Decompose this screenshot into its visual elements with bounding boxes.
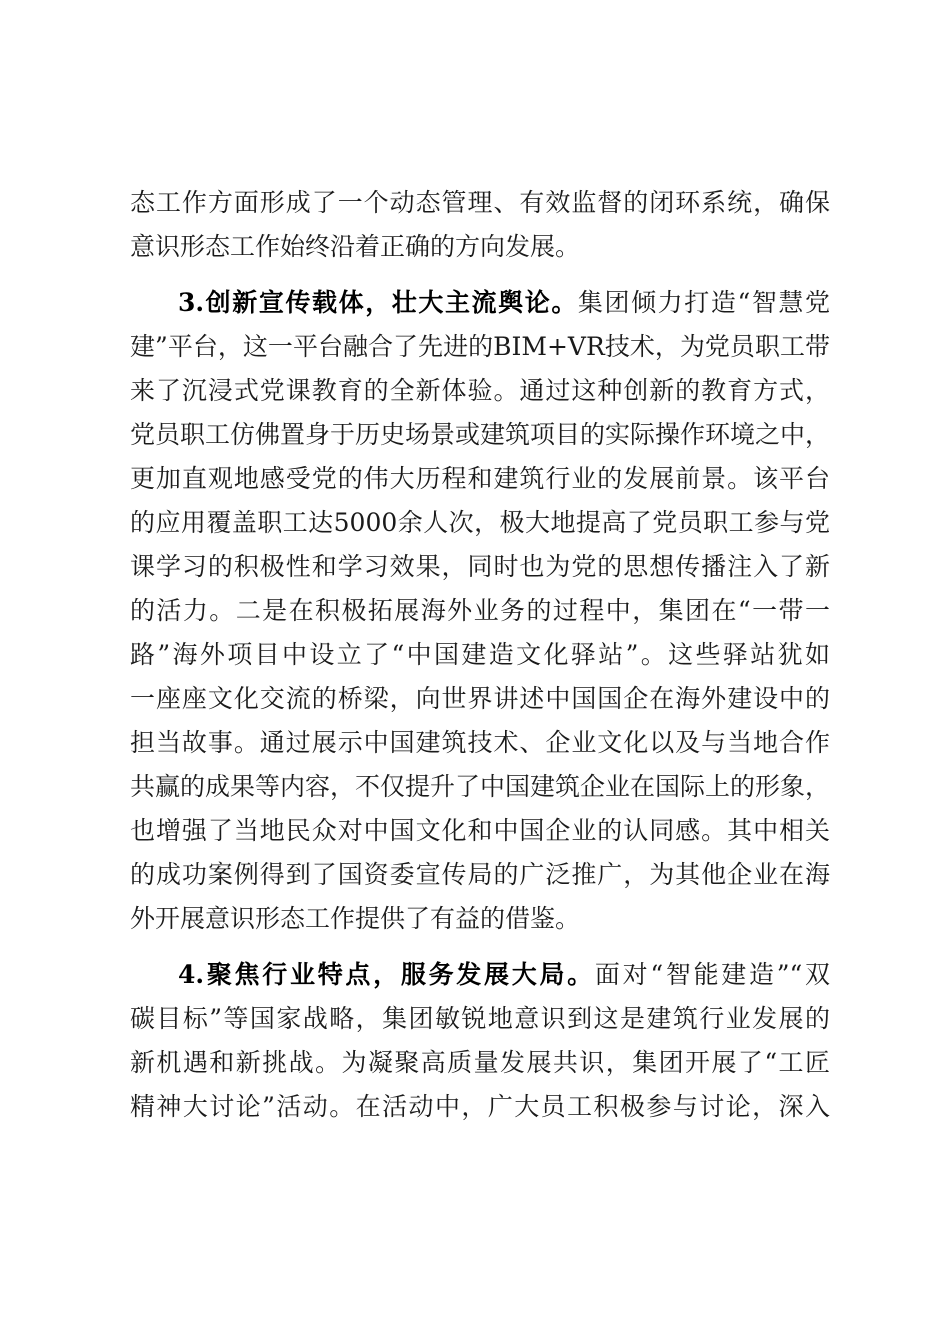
text-line: 路”海外项目中设立了“中国建造文化驿站”。这些驿站犹如 bbox=[130, 640, 830, 669]
text-fragment: 面对“智能建造”“双 bbox=[594, 960, 831, 989]
text-line: 也增强了当地民众对中国文化和中国企业的认同感。其中相关 bbox=[130, 816, 830, 845]
text-line: 担当故事。通过展示中国建筑技术、企业文化以及与当地合作 bbox=[130, 728, 830, 757]
text-line: 更加直观地感受党的伟大历程和建筑行业的发展前景。该平台 bbox=[130, 464, 830, 493]
text-line: 建”平台，这一平台融合了先进的BIM+VR技术，为党员职工带 bbox=[130, 332, 830, 361]
text-line: 意识形态工作始终沿着正确的方向发展。 bbox=[130, 232, 581, 261]
text-line: 碳目标”等国家战略，集团敏锐地意识到这是建筑行业发展的 bbox=[130, 1004, 830, 1033]
text-line: 的活力。二是在积极拓展海外业务的过程中，集团在“一带一 bbox=[130, 596, 830, 625]
paragraph-4-first-line bbox=[178, 957, 830, 993]
text-line: 精神大讨论”活动。在活动中，广大员工积极参与讨论，深入 bbox=[130, 1092, 830, 1121]
text-line: 的应用覆盖职工达5000余人次，极大地提高了党员职工参与党 bbox=[130, 508, 830, 537]
text-line: 的成功案例得到了国资委宣传局的广泛推广，为其他企业在海 bbox=[130, 860, 830, 889]
text-fragment: 集团倾力打造“智慧党 bbox=[577, 288, 830, 317]
text-line: 课学习的积极性和学习效果，同时也为党的思想传播注入了新 bbox=[130, 552, 830, 581]
section-heading-4: 4.聚焦行业特点，服务发展大局。 bbox=[178, 960, 595, 989]
text-line: 态工作方面形成了一个动态管理、有效监督的闭环系统，确保 bbox=[130, 188, 830, 217]
text-line: 新机遇和新挑战。为凝聚高质量发展共识，集团开展了“工匠 bbox=[130, 1048, 830, 1077]
text-line: 一座座文化交流的桥梁，向世界讲述中国国企在海外建设中的 bbox=[130, 684, 830, 713]
text-line: 来了沉浸式党课教育的全新体验。通过这种创新的教育方式， bbox=[130, 376, 830, 405]
paragraph-3-first-line bbox=[178, 285, 830, 321]
text-line: 外开展意识形态工作提供了有益的借鉴。 bbox=[130, 904, 581, 933]
text-line: 共赢的成果等内容，不仅提升了中国建筑企业在国际上的形象， bbox=[130, 772, 831, 801]
text-line: 党员职工仿佛置身于历史场景或建筑项目的实际操作环境之中， bbox=[130, 420, 831, 449]
section-heading-3: 3.创新宣传载体，壮大主流舆论。 bbox=[178, 288, 578, 317]
